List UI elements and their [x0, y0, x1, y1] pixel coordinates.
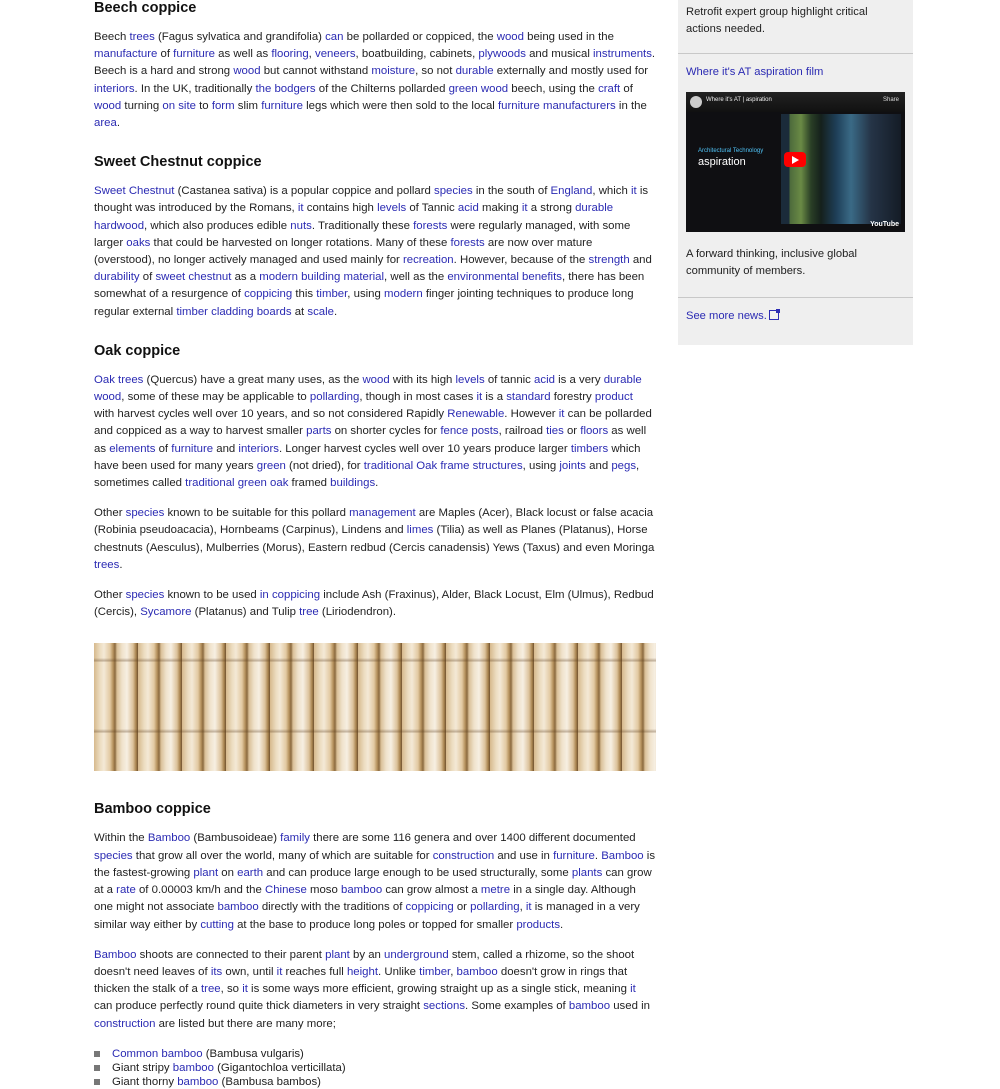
inline-link[interactable]: durability — [94, 271, 140, 284]
inline-link[interactable]: pollarding — [470, 901, 520, 914]
bamboo-poles-image — [94, 643, 656, 771]
inline-link[interactable]: bamboo — [568, 1000, 611, 1013]
video-brand: aspiration — [698, 156, 746, 168]
inline-link[interactable]: interiors — [94, 82, 135, 95]
sidebar-news-text: Retrofit expert group highlight critical actions needed. — [686, 6, 868, 35]
paragraph-bamboo-1: Within the Bamboo (Bambusoideae) family there are some 116 genera and over 1400 different documented species that grow all over the world, many of which are suitable for construction and use in furniture. Bamboo is the fastest-growing plant on earth and can produce large enough to be used structurally, some plants can grow at a rate of 0.00003 km/h and the Chinese moso bamboo can grow almost a metre in a single day. Although one might not associate bamboo directly with the traditions of coppicing or pollarding, it is managed in a very similar way either by cutting at the base to produce long poles or topped for smaller products. — [94, 832, 656, 931]
inline-link[interactable]: fence posts — [440, 425, 499, 438]
inline-link[interactable]: Bamboo — [601, 849, 644, 862]
inline-link[interactable]: Bamboo — [147, 832, 191, 845]
inline-link[interactable]: it — [521, 202, 528, 215]
inline-link[interactable]: species — [125, 507, 165, 520]
inline-link[interactable]: forests — [450, 236, 485, 249]
inline-link[interactable]: strength — [588, 254, 630, 267]
inline-link[interactable]: timbers — [570, 442, 609, 455]
inline-link[interactable]: it — [630, 185, 637, 198]
inline-link[interactable]: it — [558, 408, 565, 421]
inline-link[interactable]: in — [259, 589, 269, 602]
inline-link[interactable]: manufacture — [94, 48, 158, 61]
inline-link[interactable]: interiors — [238, 442, 279, 455]
youtube-logo-icon[interactable]: YouTube — [870, 221, 899, 228]
section-heading-oak: Oak coppice — [94, 342, 181, 359]
inline-link[interactable]: furniture — [173, 48, 215, 61]
inline-link[interactable]: furniture — [261, 99, 303, 112]
inline-link[interactable]: Chinese — [265, 884, 307, 897]
paragraph-bamboo-2: Bamboo shoots are connected to their parent plant by an underground stem, called a rhizome, so the shoot doesn't need leaves of its own, until it reaches full height. Unlike timber, bamboo doesn't grow in rings that thicken the stalk of a tree, so it is some ways more efficient, growing straight up as a single stick, meaning it can produce perfectly round quite thick diameters in very straight sections. Some examples of bamboo used in construction are listed but there are many more; — [94, 948, 650, 1030]
inline-link[interactable]: it — [525, 901, 532, 914]
more-news-link[interactable] — [686, 310, 767, 322]
inline-link[interactable]: it — [242, 983, 248, 996]
inline-link[interactable]: coppicing — [271, 589, 321, 602]
inline-link[interactable]: acid — [534, 373, 555, 386]
inline-link[interactable]: Oak trees — [94, 373, 144, 386]
inline-link[interactable]: trees — [94, 558, 120, 571]
inline-link[interactable]: products — [516, 918, 561, 931]
inline-link[interactable]: bamboo — [177, 1075, 219, 1088]
inline-link[interactable]: traditional Oak frame structures — [363, 459, 523, 472]
inline-link[interactable]: form — [211, 99, 235, 112]
inline-link[interactable]: family — [280, 832, 310, 845]
inline-link[interactable]: plant — [325, 948, 350, 961]
paragraph-beech: Beech trees (Fagus sylvatica and grandifolia) can be pollarded or coppiced, the wood being used in the manufacture of furniture as well as flooring, veneers, boatbuilding, cabinets, plywoods and musical instruments. Beech is a hard and strong wood but cannot withstand moisture, so not durable externally and mostly used for interiors. In the UK, traditionally the bodgers of the Chilterns pollarded green wood beech, using the craft of wood turning on site to form slim furniture legs which were then sold to the local furniture manufacturers in the area. — [94, 31, 656, 130]
inline-link[interactable]: sweet chestnut — [155, 271, 232, 284]
section-heading-bamboo: Bamboo coppice — [94, 801, 211, 818]
inline-link[interactable]: the bodgers — [255, 82, 316, 95]
video-thumbnail-scene — [781, 114, 901, 224]
inline-link[interactable]: can — [325, 31, 344, 43]
inline-link[interactable]: green wood — [448, 82, 509, 95]
inline-link[interactable]: species — [434, 185, 473, 198]
inline-link[interactable]: timber — [316, 288, 348, 301]
film-link[interactable]: Where it's AT aspiration film — [686, 66, 824, 78]
inline-link[interactable]: wood — [496, 31, 524, 43]
inline-link[interactable]: England — [550, 185, 593, 198]
inline-link[interactable]: timber cladding boards — [176, 305, 292, 318]
inline-link[interactable]: Sweet Chestnut — [94, 185, 175, 198]
paragraph-oak-1: Oak trees (Quercus) have a great many uses, as the wood with its high levels of tannic acid is a very durable wood, some of these may be applicable to pollarding, though in most cases it is a standard forestry product with harvest cycles well over 10 years, and so not considered Rapidly Renewable. However it can be pollarded and coppiced as a way to harvest smaller parts on shorter cycles for fence posts, railroad ties or floors as well as elements of furniture and interiors. Longer harvest cycles well over 10 years produce larger timbers which have been used for many years green (not dried), for traditional Oak frame structures, using joints and pegs, sometimes called traditional green oak framed buildings. — [94, 373, 652, 490]
inline-link[interactable]: forests — [413, 219, 448, 232]
news-sidebar — [678, 0, 913, 345]
inline-link[interactable]: underground — [384, 948, 449, 961]
inline-link[interactable]: flooring — [271, 48, 309, 61]
play-icon[interactable] — [784, 152, 806, 167]
inline-link[interactable]: product — [594, 391, 633, 404]
inline-link[interactable]: durable hardwood — [94, 202, 614, 232]
list-item: Giant stripy bamboo (Gigantochloa verticillata) — [94, 1061, 656, 1075]
article-content — [94, 0, 656, 1089]
inline-link[interactable]: veneers — [315, 48, 356, 61]
inline-link[interactable]: pollarding — [309, 391, 360, 404]
inline-link[interactable]: bamboo — [340, 884, 383, 897]
video-title[interactable]: Where it's AT | aspiration — [706, 97, 772, 103]
inline-link[interactable]: bamboo — [456, 965, 498, 978]
inline-link[interactable]: bamboo — [217, 901, 259, 914]
inline-link[interactable]: it — [630, 983, 636, 996]
inline-link[interactable]: floors — [580, 425, 609, 438]
inline-link[interactable]: Bamboo — [94, 948, 137, 961]
inline-link[interactable]: it — [297, 202, 304, 215]
inline-link[interactable]: green — [256, 459, 286, 472]
inline-link[interactable]: wood — [94, 99, 122, 112]
inline-link[interactable]: craft — [598, 82, 621, 95]
paragraph-chestnut: Sweet Chestnut (Castanea sativa) is a popular coppice and pollard species in the south of England, which it is thought was introduced by the Romans, it contains high levels of Tannic acid making it a strong durable hardwood, which also produces edible nuts. Traditionally these forests were regularly managed, with some larger oaks that could be harvested on longer rotations. Many of these forests are now over mature (overstood), no longer actively managed and used mainly for recreation. However, because of the strength and durability of sweet chestnut as a modern building material, well as the environmental benefits, there has been somewhat of a resurgence of coppicing this timber, using modern finger jointing techniques to produce long regular external timber cladding boards at scale. — [94, 185, 652, 318]
inline-link[interactable]: modern — [384, 288, 423, 301]
inline-link[interactable]: plants — [571, 866, 603, 879]
inline-link[interactable]: moisture — [371, 65, 416, 78]
inline-link[interactable]: management — [349, 507, 416, 520]
inline-link[interactable]: nuts — [290, 219, 312, 232]
community-text: A forward thinking, inclusive global community of members. — [686, 248, 858, 277]
inline-link[interactable]: Common bamboo — [112, 1047, 203, 1060]
inline-link[interactable]: plant — [193, 866, 219, 879]
inline-link[interactable]: bamboo — [172, 1061, 214, 1074]
inline-link[interactable]: tree — [201, 983, 221, 996]
inline-link[interactable]: traditional green oak — [185, 477, 289, 490]
inline-link[interactable]: recreation — [402, 254, 454, 267]
video-brand-subtitle: Architectural Technology — [698, 148, 764, 154]
inline-link[interactable]: coppicing — [405, 901, 454, 914]
inline-link[interactable]: modern building material — [259, 271, 385, 284]
inline-link[interactable]: Renewable — [447, 408, 505, 421]
inline-link[interactable]: joints — [559, 459, 586, 472]
inline-link[interactable]: oaks — [126, 236, 151, 249]
paragraph-oak-3: Other species known to be used in coppicing include Ash (Fraxinus), Alder, Black Locust, Elm (Ulmus), Redbud (Cercis), Sycamore (Platanus) and Tulip tree (Liriodendron). — [94, 589, 654, 619]
inline-link[interactable]: timber — [419, 965, 451, 978]
inline-link[interactable]: coppicing — [244, 288, 293, 301]
inline-link[interactable]: species — [94, 849, 133, 862]
inline-link[interactable]: furniture — [553, 849, 595, 862]
inline-link[interactable]: plywoods — [478, 48, 526, 61]
section-heading-chestnut: Sweet Chestnut coppice — [94, 154, 262, 171]
inline-link[interactable]: on site — [162, 99, 196, 112]
inline-link[interactable]: Sycamore — [140, 606, 192, 619]
inline-link[interactable]: area — [94, 117, 117, 130]
inline-link[interactable]: instruments — [593, 48, 652, 61]
inline-link[interactable]: scale — [307, 305, 334, 318]
section-heading-beech: Beech coppice — [94, 0, 197, 16]
inline-link[interactable]: metre — [480, 884, 511, 897]
channel-avatar[interactable] — [690, 96, 702, 108]
inline-link[interactable]: furniture manufacturers — [498, 99, 616, 112]
inline-link[interactable]: elements — [109, 442, 156, 455]
inline-link[interactable]: height — [346, 965, 379, 978]
inline-link[interactable]: its — [210, 965, 223, 978]
inline-link[interactable]: pegs — [611, 459, 637, 472]
inline-link[interactable]: limes — [406, 524, 434, 537]
inline-link[interactable]: acid — [457, 202, 479, 215]
inline-link[interactable]: standard — [506, 391, 551, 404]
inline-link[interactable]: buildings — [330, 477, 376, 490]
inline-link[interactable]: sections — [423, 1000, 466, 1013]
inline-link[interactable]: levels — [377, 202, 407, 215]
inline-link[interactable]: construction — [432, 849, 495, 862]
inline-link[interactable]: trees — [129, 31, 155, 43]
inline-link[interactable]: durable wood — [94, 373, 642, 404]
more-news-label[interactable]: See more news. — [686, 310, 767, 322]
inline-link[interactable]: cutting — [200, 918, 234, 931]
share-button[interactable]: Share — [882, 97, 899, 103]
inline-link[interactable]: environmental benefits — [447, 271, 562, 284]
inline-link[interactable]: durable — [455, 65, 494, 78]
inline-link[interactable]: levels — [455, 373, 485, 386]
inline-link[interactable]: ties — [546, 425, 564, 438]
list-item: Giant thorny bamboo (Bambusa bambos) — [94, 1075, 656, 1089]
external-link-icon — [769, 310, 779, 320]
inline-link[interactable]: furniture — [171, 442, 214, 455]
inline-link[interactable]: wood — [233, 65, 261, 78]
inline-link[interactable]: construction — [94, 1017, 156, 1030]
inline-link[interactable]: tree — [299, 606, 319, 619]
inline-link[interactable]: species — [125, 589, 165, 602]
inline-link[interactable]: earth — [237, 866, 264, 879]
inline-link[interactable]: it — [476, 391, 483, 404]
video-player[interactable] — [686, 92, 905, 232]
inline-link[interactable]: it — [276, 965, 283, 978]
paragraph-oak-2: Other species known to be suitable for this pollard management are Maples (Acer), Black locust or false acacia (Robinia pseudoacacia), Hornbeams (Carpinus), Lindens and limes (Tilia) as well as Planes (Platanus), Horse chestnuts (Aesculus), Mulberries (Morus), Eastern redbud (Cercis canadensis) Yews (Taxus) and even Moringa trees. — [94, 507, 655, 571]
inline-link[interactable]: wood — [362, 373, 390, 386]
inline-link[interactable]: parts — [306, 425, 332, 438]
list-item: Common bamboo (Bambusa vulgaris) — [94, 1047, 656, 1061]
inline-link[interactable]: rate — [116, 884, 136, 897]
bamboo-species-list — [94, 1047, 656, 1089]
